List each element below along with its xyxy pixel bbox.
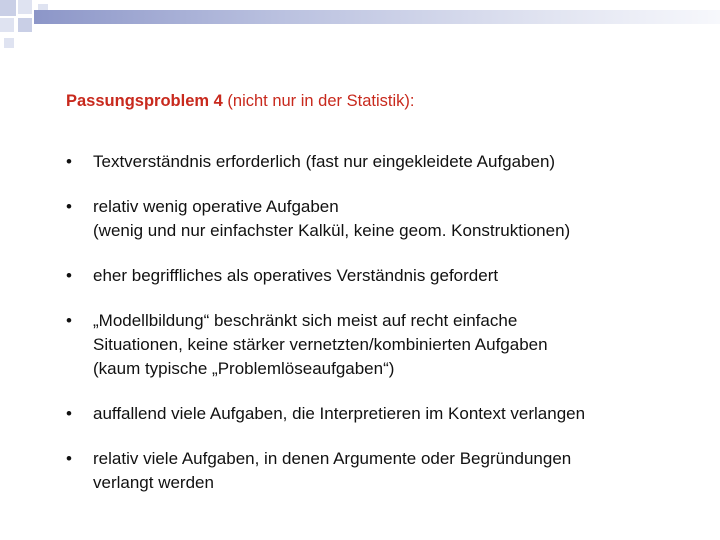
bullet-icon: • [66,152,72,171]
bullet-item [66,195,706,243]
bullet-text: Situationen, keine stärker vernetzten/kombinierten Aufgaben [93,335,548,354]
decor-square [0,0,16,16]
bullet-item [66,150,706,174]
bullet-icon: • [66,404,72,423]
bullet-text: „Modellbildung“ beschränkt sich meist auf recht einfache [93,311,518,330]
decor-square [4,38,14,48]
bullet-icon: • [66,197,72,216]
decor-square [18,18,32,32]
slide-title [66,92,414,111]
bullet-icon: • [66,311,72,330]
bullet-text: verlangt werden [93,473,214,492]
bullet-item [66,447,706,495]
bullet-item [66,402,706,426]
bullet-text: relativ wenig operative Aufgaben [93,197,339,216]
bullet-text: auffallend viele Aufgaben, die Interpretieren im Kontext verlangen [93,404,586,423]
slide-title-rest: (nicht nur in der Statistik): [222,92,415,110]
bullet-list [66,150,706,495]
slide-title-bold: Passungsproblem 4 [66,92,223,110]
bullet-item [66,309,706,381]
decor-square [18,0,32,14]
decor-square [0,18,14,32]
header-gradient-band [34,10,720,24]
bullet-text: (wenig und nur einfachster Kalkül, keine geom. Konstruktionen) [93,221,571,240]
bullet-text: eher begriffliches als operatives Verständnis gefordert [93,266,499,285]
bullet-text: (kaum typische „Problemlöseaufgaben“) [93,359,395,378]
bullet-text: relativ viele Aufgaben, in denen Argumente oder Begründungen [93,449,572,468]
bullet-icon: • [66,266,72,285]
bullet-text: Textverständnis erforderlich (fast nur eingekleidete Aufgaben) [93,152,556,171]
bullet-item [66,264,706,288]
bullet-icon: • [66,449,72,468]
